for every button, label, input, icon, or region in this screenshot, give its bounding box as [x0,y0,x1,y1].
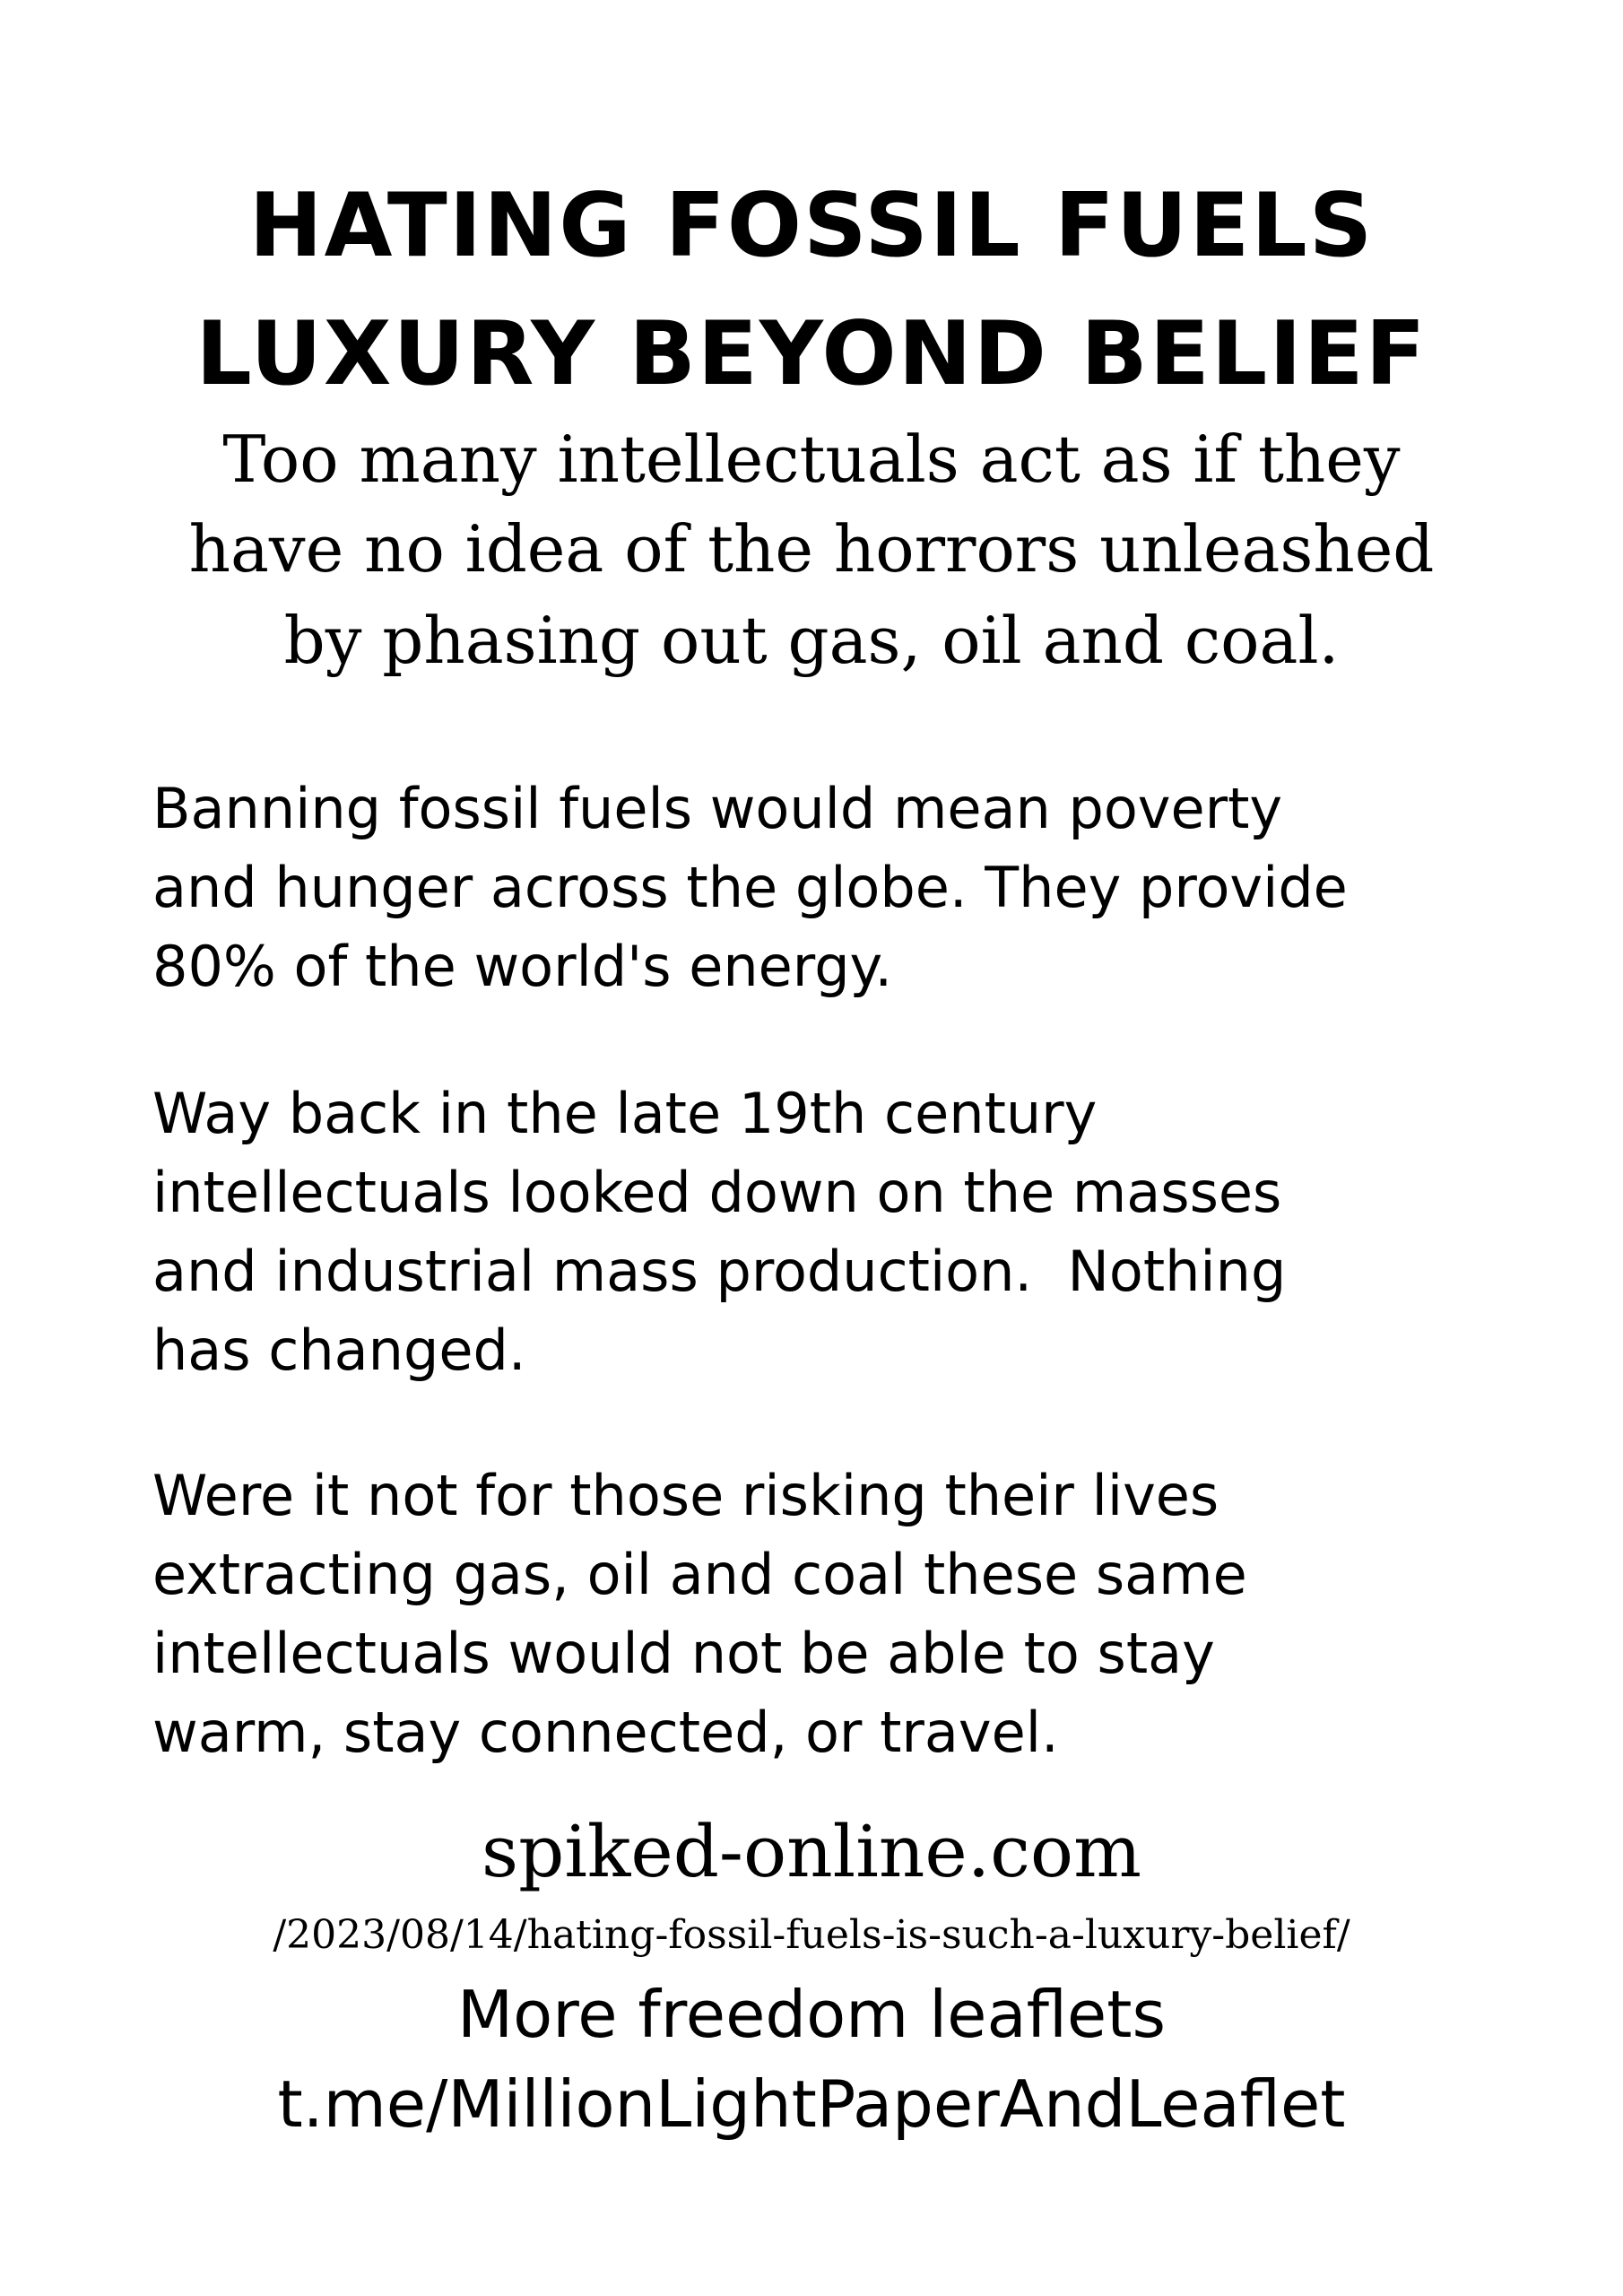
paragraph-2-line: and industrial mass production. Nothing [152,1239,1287,1304]
source-site: spiked-online.com [482,1810,1141,1893]
paragraph-1-line: Banning fossil fuels would mean poverty [152,776,1283,841]
paragraph-1-line: 80% of the world's energy. [152,934,893,999]
subheading-line-3: by phasing out gas, oil and coal. [283,603,1340,678]
paragraph-2-line: intellectuals looked down on the masses [152,1160,1282,1225]
paragraph-3-line: warm, stay connected, or travel. [152,1700,1059,1765]
paragraph-3-line: intellectuals would not be able to stay [152,1621,1215,1686]
subheading-line-1: Too many intellectuals act as if they [222,422,1401,497]
more-leaflets-label: More freedom leaflets [457,1977,1166,2052]
headline-line-2: LUXURY BEYOND BELIEF [195,303,1428,405]
paragraph-2-line: has changed. [152,1318,526,1383]
paragraph-3-line: extracting gas, oil and coal these same [152,1542,1247,1607]
source-path: /2023/08/14/hating-fossil-fuels-is-such-a-luxury-belief/ [273,1912,1350,1958]
headline-line-1: HATING FOSSIL FUELS [248,175,1375,277]
more-leaflets-link: t.me/MillionLightPaperAndLeaflet [277,2066,1346,2142]
paragraph-3-line: Were it not for those risking their lives [152,1463,1219,1528]
paragraph-1-line: and hunger across the globe. They provide [152,855,1348,920]
paragraph-2-line: Way back in the late 19th century [152,1081,1098,1146]
subheading-line-2: have no idea of the horrors unleashed [188,511,1435,587]
